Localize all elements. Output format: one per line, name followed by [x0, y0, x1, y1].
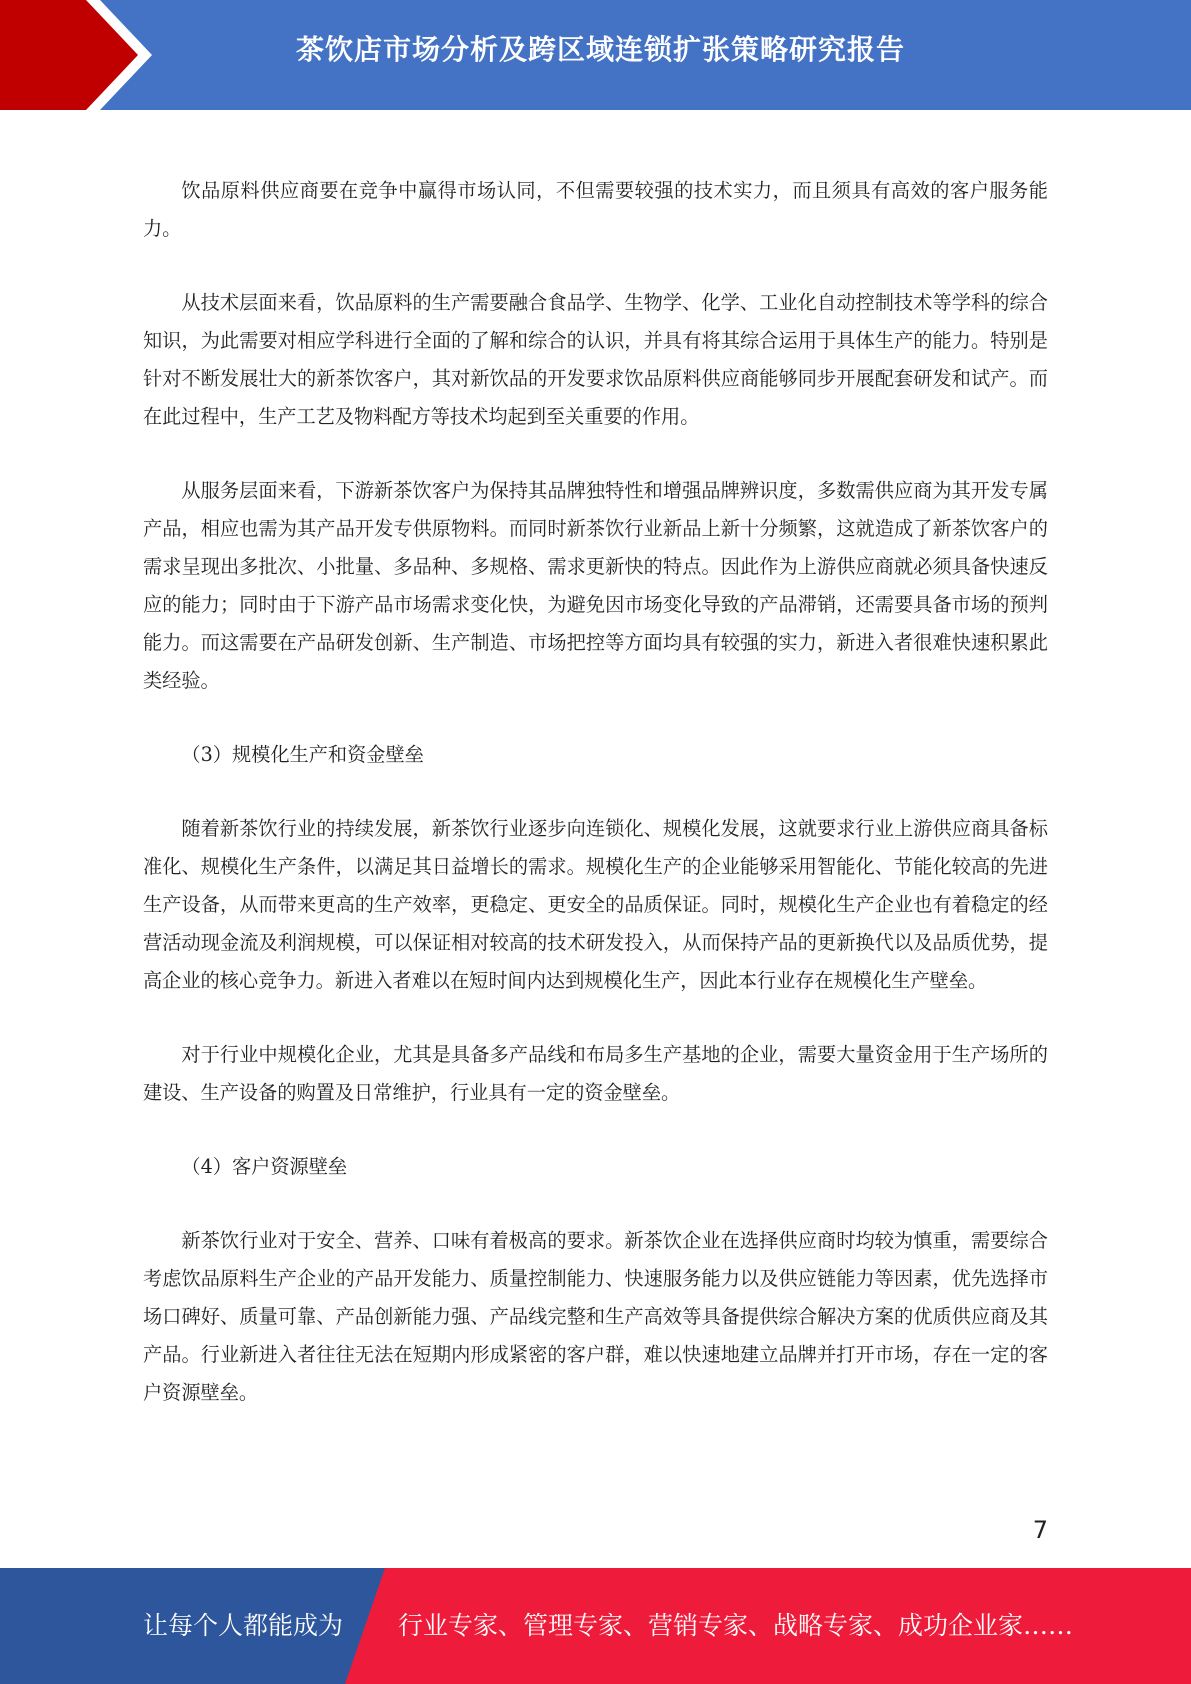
paragraph-capital-barrier: 对于行业中规模化企业，尤其是具备多产品线和布局多生产基地的企业，需要大量资金用于生产场所的建设、生产设备的购置及日常维护，行业具有一定的资金壁垒。	[143, 1043, 1048, 1104]
document-title: 茶饮店市场分析及跨区域连锁扩张策略研究报告	[295, 33, 905, 66]
section-heading-scale-capital-barrier: （3）规模化生产和资金壁垒	[181, 743, 424, 766]
section-heading-customer-resource-barrier: （4）客户资源壁垒	[181, 1155, 348, 1178]
paragraph-service-capability: 饮品原料供应商要在竞争中赢得市场认同，不但需要较强的技术实力，而且须具有高效的客户服务能力。	[143, 179, 1048, 240]
footer-slogan-left: 让每个人都能成为	[143, 1611, 344, 1640]
page-footer	[0, 1568, 1191, 1684]
paragraph-scale-production: 随着新茶饮行业的持续发展，新茶饮行业逐步向连锁化、规模化发展，这就要求行业上游供应商具备标准化、规模化生产条件，以满足其日益增长的需求。规模化生产的企业能够采用智能化、节能化较高的先进生产设备，从而带来更高的生产效率，更稳定、更安全的品质保证。同时，规模化生产企业也有着稳定的经营活动现金流及利润规模，可以保证相对较高的技术研发投入，从而保持产品的更新换代以及品质优势，提高企业的核心竞争力。新进入者难以在短时间内达到规模化生产，因此本行业存在规模化生产壁垒。	[143, 817, 1048, 992]
document-body	[143, 172, 1048, 1448]
page-number: 7	[1032, 1516, 1048, 1544]
page-header	[0, 0, 1191, 110]
paragraph-customer-resource: 新茶饮行业对于安全、营养、口味有着极高的要求。新茶饮企业在选择供应商时均较为慎重，需要综合考虑饮品原料生产企业的产品开发能力、质量控制能力、快速服务能力以及供应链能力等因素，优先选择市场口碑好、质量可靠、产品创新能力强、产品线完整和生产高效等具备提供综合解决方案的优质供应商及其产品。行业新进入者往往无法在短期内形成紧密的客户群，难以快速地建立品牌并打开市场，存在一定的客户资源壁垒。	[143, 1229, 1048, 1404]
paragraph-technical-level: 从技术层面来看，饮品原料的生产需要融合食品学、生物学、化学、工业化自动控制技术等学科的综合知识，为此需要对相应学科进行全面的了解和综合的认识，并具有将其综合运用于具体生产的能力。特别是针对不断发展壮大的新茶饮客户，其对新饮品的开发要求饮品原料供应商能够同步开展配套研发和试产。而在此过程中，生产工艺及物料配方等技术均起到至关重要的作用。	[143, 291, 1048, 428]
footer-slogan-right: 行业专家、管理专家、营销专家、战略专家、成功企业家……	[398, 1611, 1074, 1640]
paragraph-service-level: 从服务层面来看，下游新茶饮客户为保持其品牌独特性和增强品牌辨识度，多数需供应商为其开发专属产品，相应也需为其产品开发专供原物料。而同时新茶饮行业新品上新十分频繁，这就造成了新茶饮客户的需求呈现出多批次、小批量、多品种、多规格、需求更新快的特点。因此作为上游供应商就必须具备快速反应的能力；同时由于下游产品市场需求变化快，为避免因市场变化导致的产品滞销，还需要具备市场的预判能力。而这需要在产品研发创新、生产制造、市场把控等方面均具有较强的实力，新进入者很难快速积累此类经验。	[143, 479, 1048, 692]
